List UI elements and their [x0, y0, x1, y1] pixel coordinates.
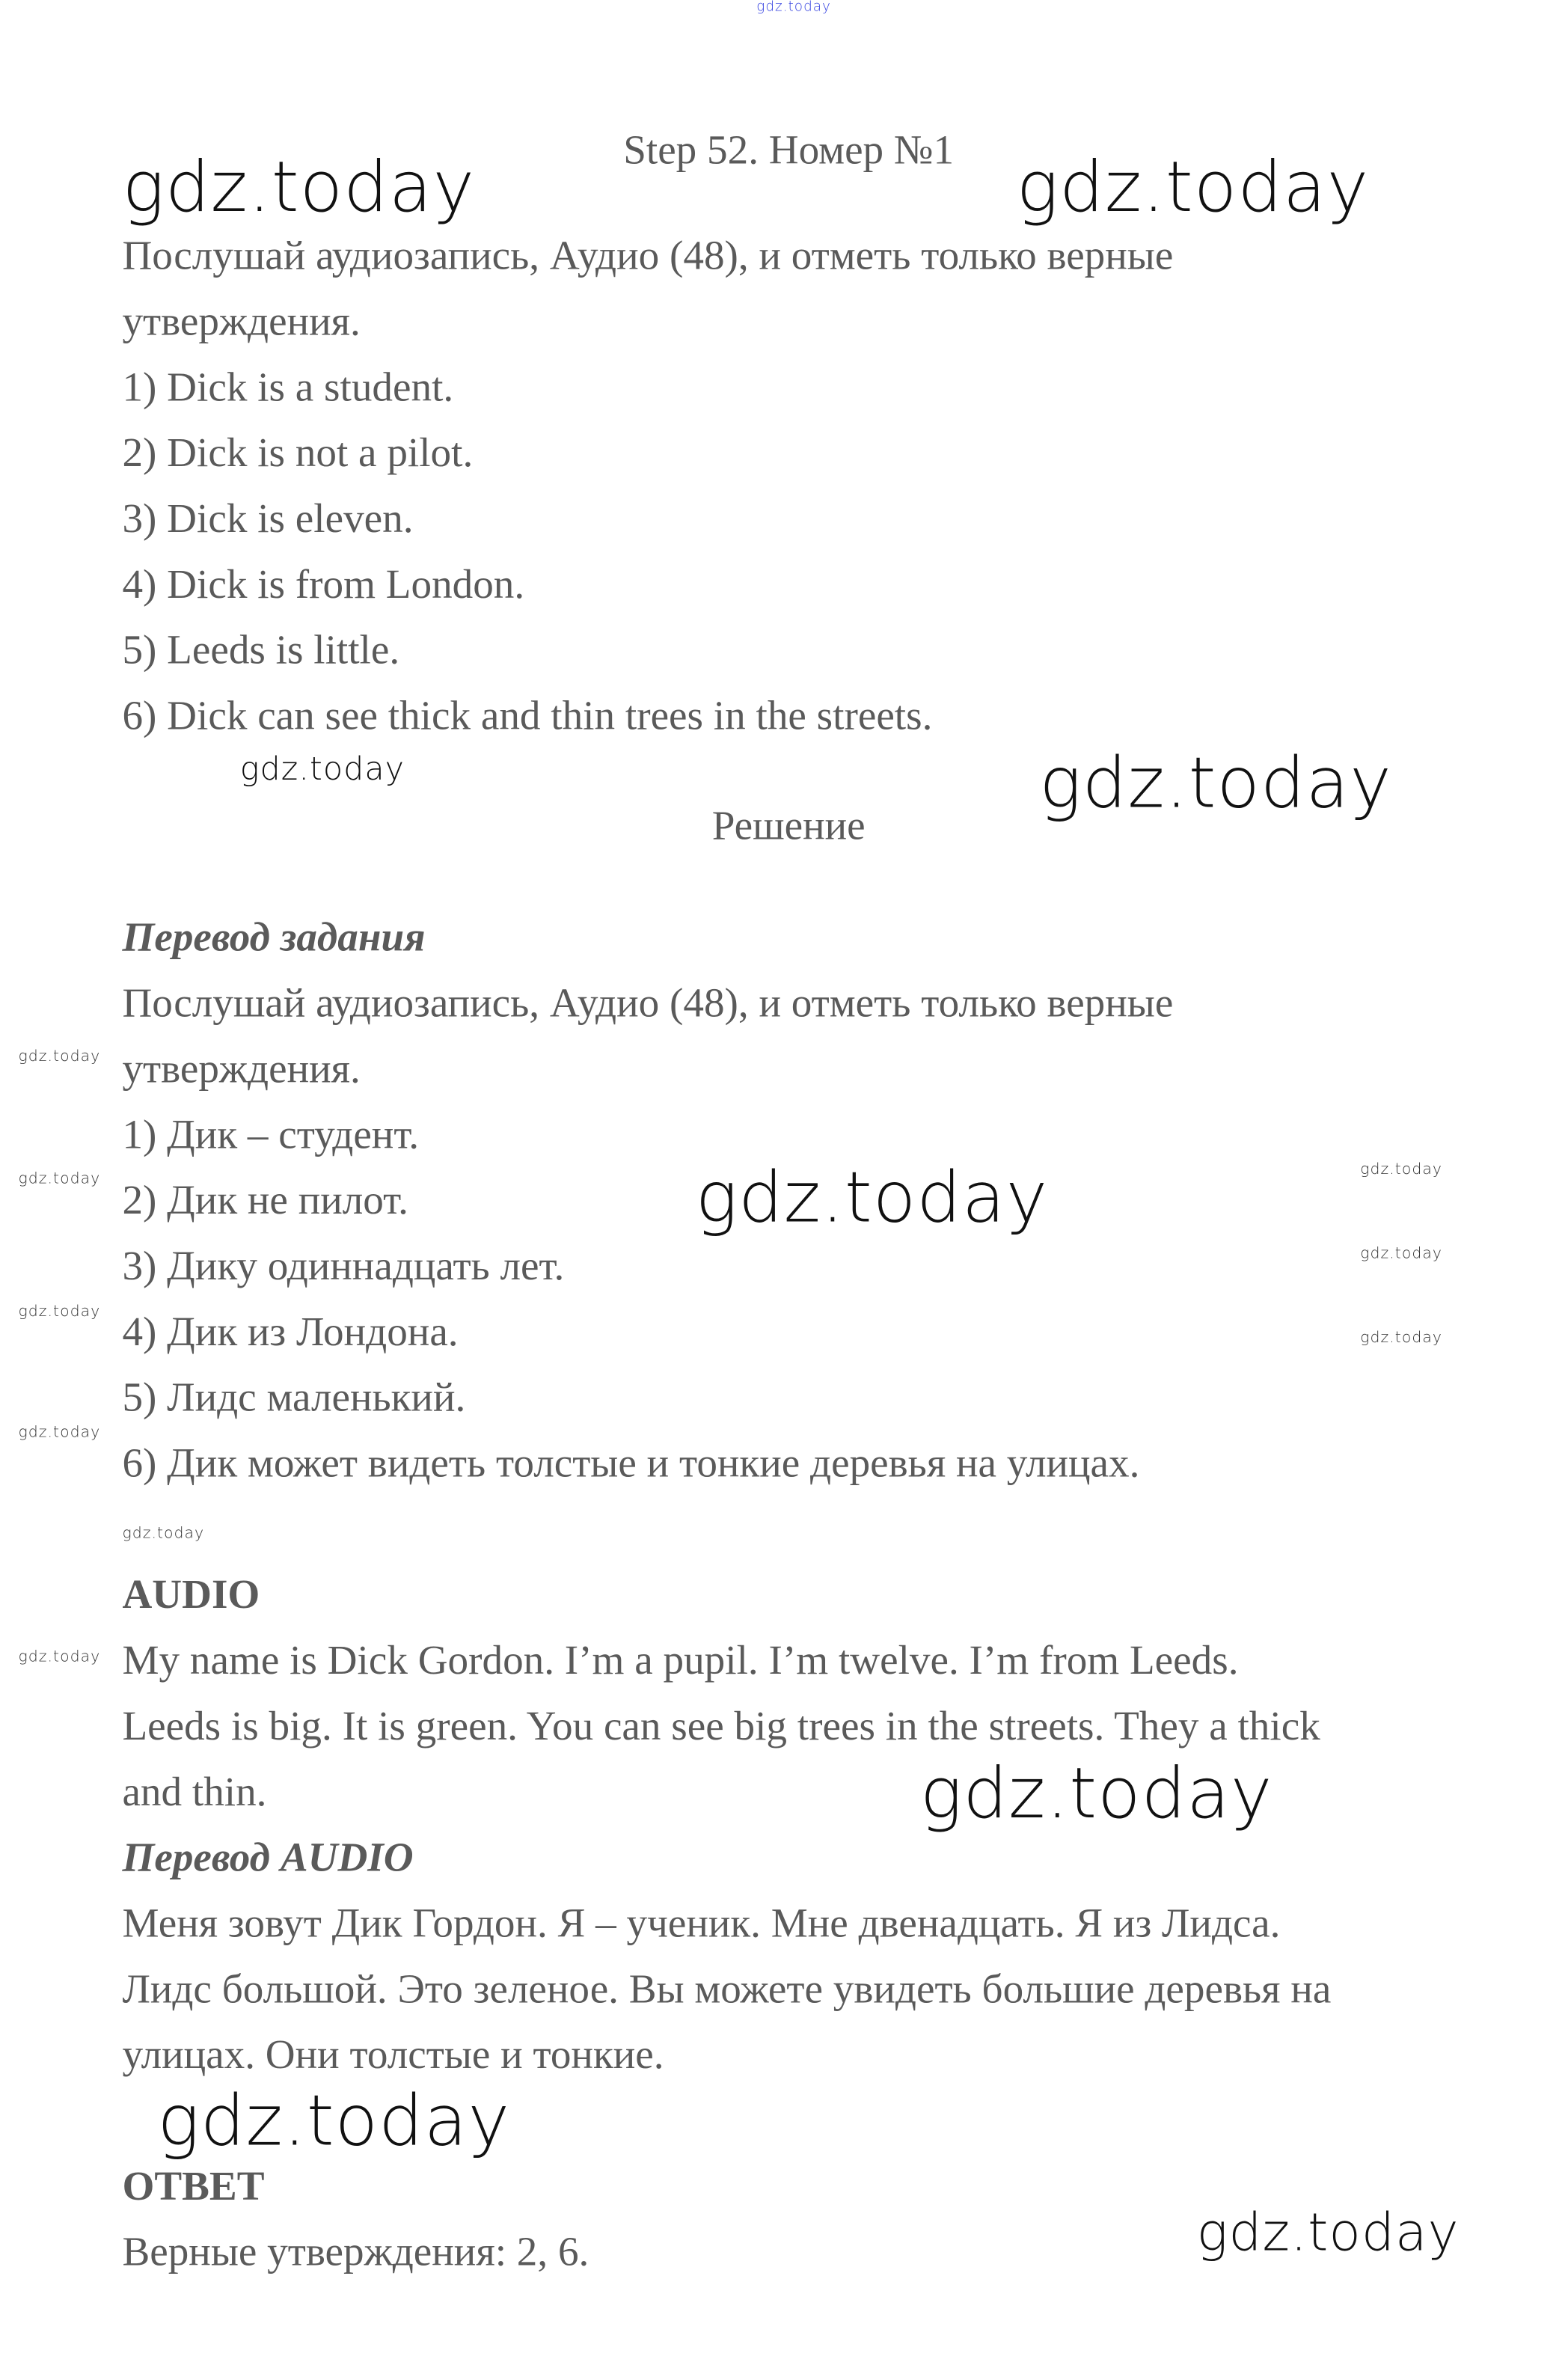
translation-line: 5) Лидс маленький. [122, 1374, 466, 1420]
solution-heading: Решение [711, 802, 866, 848]
watermark: gdz.today [18, 1303, 101, 1321]
audio-heading: AUDIO [122, 1571, 260, 1618]
task-line: 6) Dick can see thick and thin trees in the streets. [122, 692, 933, 738]
audio-line: and thin. [122, 1768, 267, 1815]
task-line: утверждения. [122, 298, 361, 344]
watermark: gdz.today [18, 1170, 101, 1188]
watermark: gdz.today [919, 1752, 1273, 1835]
audio-line: Leeds is big. It is green. You can see big trees in the streets. They a thick [122, 1702, 1320, 1749]
watermark: gdz.today [695, 1155, 1049, 1238]
audio-translation-line: Лидс большой. Это зеленое. Вы можете увидеть большие деревья на [122, 1966, 1332, 2012]
watermark: gdz.today [122, 1525, 205, 1543]
watermark: gdz.today [18, 1425, 101, 1442]
audio-translation-line: улицах. Они толстые и тонкие. [122, 2031, 664, 2078]
watermark: gdz.today [18, 1649, 101, 1666]
audio-translation-heading: Перевод AUDIO [122, 1834, 414, 1880]
watermark: gdz.today [18, 1048, 101, 1065]
task-line: 2) Dick is not a pilot. [122, 429, 474, 476]
watermark: gdz.today [1360, 1246, 1443, 1263]
answer-text: Верные утверждения: 2, 6. [122, 2228, 589, 2275]
translation-line: утверждения. [122, 1045, 361, 1092]
translation-line: 2) Дик не пилот. [122, 1177, 408, 1223]
translation-line: Послушай аудиозапись, Аудио (48), и отметь только верные [122, 979, 1174, 1026]
task-line: 4) Dick is from London. [122, 560, 525, 608]
audio-translation-line: Меня зовут Дик Гордон. Я – ученик. Мне двенадцать. Я из Лидса. [122, 1900, 1281, 1946]
task-line: 1) Dick is a student. [122, 364, 454, 410]
watermark: gdz.today [1039, 741, 1392, 825]
watermark: gdz.today [756, 0, 831, 16]
watermark: gdz.today [239, 750, 405, 788]
watermark: gdz.today [122, 145, 476, 228]
watermark: gdz.today [1360, 1161, 1443, 1179]
answer-heading: ОТВЕТ [122, 2162, 265, 2209]
watermark: gdz.today [1360, 1330, 1443, 1347]
task-line: Послушай аудиозапись, Аудио (48), и отметь только верные [122, 232, 1174, 278]
translation-heading: Перевод задания [122, 914, 426, 961]
translation-line: 4) Дик из Лондона. [122, 1308, 459, 1355]
watermark: gdz.today [1196, 2202, 1460, 2264]
watermark: gdz.today [157, 2078, 511, 2162]
page-title: Step 52. Номер №1 [623, 126, 955, 173]
translation-line: 1) Дик – студент. [122, 1111, 420, 1157]
audio-line: My name is Dick Gordon. I’m a pupil. I’m twelve. I’m from Leeds. [122, 1637, 1239, 1683]
watermark: gdz.today [1016, 145, 1370, 228]
task-line: 3) Dick is eleven. [122, 495, 414, 542]
translation-line: 6) Дик может видеть толстые и тонкие деревья на улицах. [122, 1440, 1140, 1486]
task-line: 5) Leeds is little. [122, 626, 400, 673]
translation-line: 3) Дику одиннадцать лет. [122, 1242, 565, 1289]
